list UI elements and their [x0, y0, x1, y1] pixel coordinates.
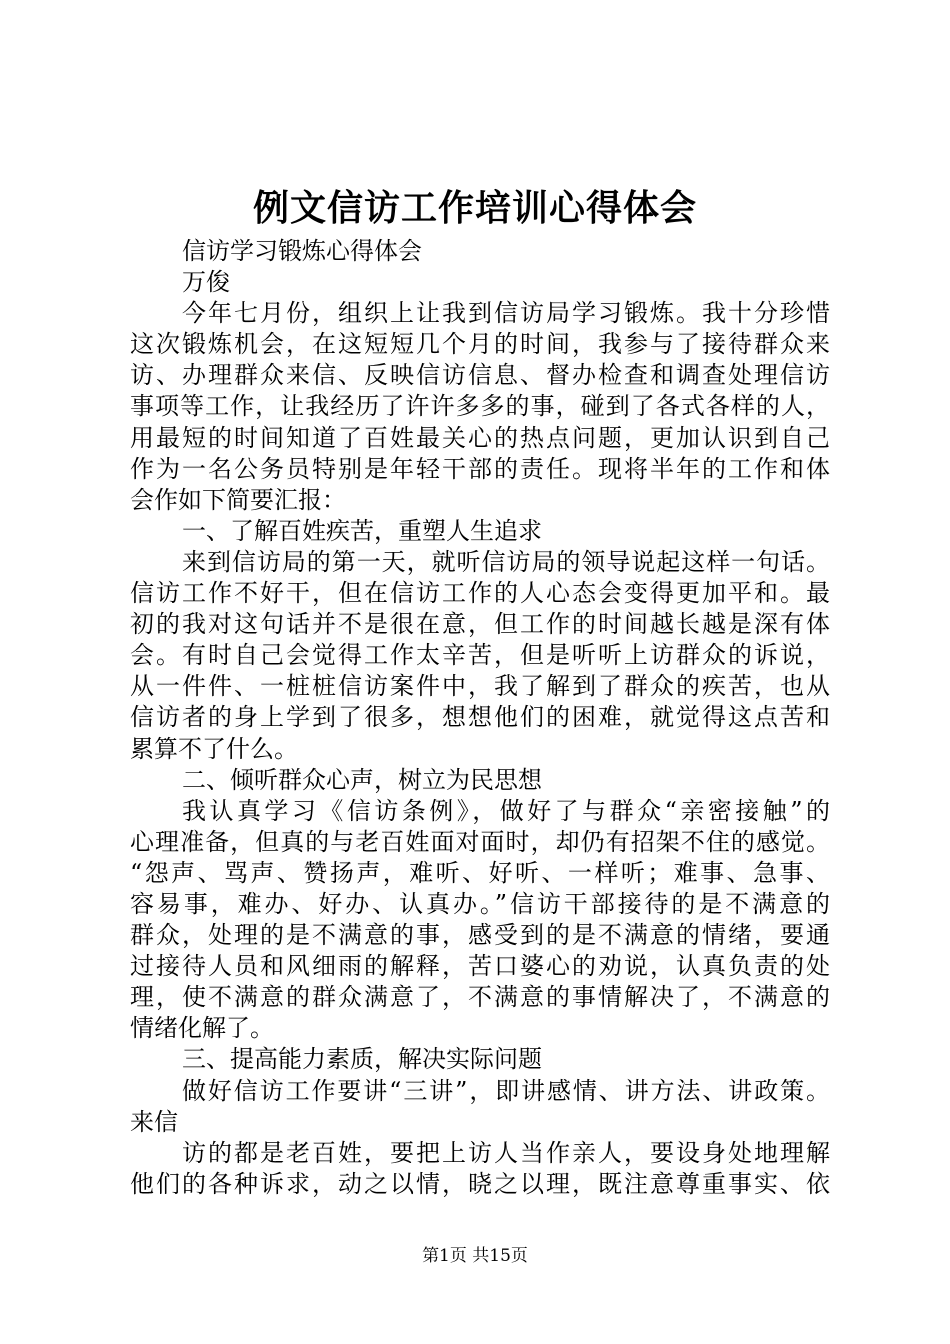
text-line: 容易事，难办、好办、认真办。”信访干部接待的是不满意的 [130, 889, 830, 918]
text-line: 访的都是老百姓，要把上访人当作亲人，要设身处地理解 [182, 1138, 830, 1167]
document-body [130, 236, 830, 1200]
text-line: 心理准备，但真的与老百姓面对面时，却仍有招架不住的感觉。 [130, 827, 830, 856]
text-line: 这次锻炼机会，在这短短几个月的时间，我参与了接待群众来 [130, 330, 830, 359]
text-line: 来到信访局的第一天，就听信访局的领导说起这样一句话。 [182, 547, 830, 576]
text-line: 二、倾听群众心声，树立为民思想 [182, 765, 542, 794]
text-line: “怨声、骂声、赞扬声，难听、好听、一样听；难事、急事、 [130, 858, 830, 887]
text-line: 初的我对这句话并不是很在意，但工作的时间越长越是深有体 [130, 610, 830, 639]
text-line: 万俊 [182, 268, 230, 297]
text-line: 事项等工作，让我经历了许许多多的事，碰到了各式各样的人， [130, 392, 830, 421]
text-line: 从一件件、一桩桩信访案件中，我了解到了群众的疾苦，也从 [130, 672, 830, 701]
text-line: 作为一名公务员特别是年轻干部的责任。现将半年的工作和体 [130, 454, 830, 483]
text-line: 今年七月份，组织上让我到信访局学习锻炼。我十分珍惜 [182, 299, 830, 328]
text-line: 理，使不满意的群众满意了，不满意的事情解决了，不满意的 [130, 983, 830, 1012]
document-title: 例文信访工作培训心得体会 [252, 187, 697, 229]
text-line: 会作如下简要汇报： [130, 485, 346, 514]
text-line: 会。有时自己会觉得工作太辛苦，但是听听上访群众的诉说， [130, 641, 830, 670]
text-line: 累算不了什么。 [130, 734, 298, 763]
text-line: 信访者的身上学到了很多，想想他们的困难，就觉得这点苦和 [130, 703, 830, 732]
text-line: 过接待人员和风细雨的解释，苦口婆心的劝说，认真负责的处 [130, 952, 830, 981]
text-line: 访、办理群众来信、反映信访信息、督办检查和调查处理信访 [130, 361, 830, 390]
text-line: 我认真学习《信访条例》，做好了与群众“亲密接触”的 [182, 796, 830, 825]
text-line: 做好信访工作要讲“三讲”，即讲感情、讲方法、讲政策。 [182, 1076, 830, 1105]
text-line: 情绪化解了。 [130, 1014, 274, 1043]
text-line: 他们的各种诉求，动之以情，晓之以理，既注意尊重事实、依 [130, 1169, 830, 1198]
text-line: 一、了解百姓疾苦，重塑人生追求 [182, 516, 542, 545]
text-line: 三、提高能力素质，解决实际问题 [182, 1045, 542, 1074]
text-line: 信访学习锻炼心得体会 [182, 237, 422, 265]
text-line: 群众，处理的是不满意的事，感受到的是不满意的情绪，要通 [130, 921, 830, 950]
text-line: 信访工作不好干，但在信访工作的人心态会变得更加平和。最 [130, 579, 830, 608]
page-footer: 第1页 共15页 [422, 1246, 528, 1266]
text-line: 来信 [130, 1107, 178, 1136]
text-line: 用最短的时间知道了百姓最关心的热点问题，更加认识到自己 [130, 423, 830, 452]
